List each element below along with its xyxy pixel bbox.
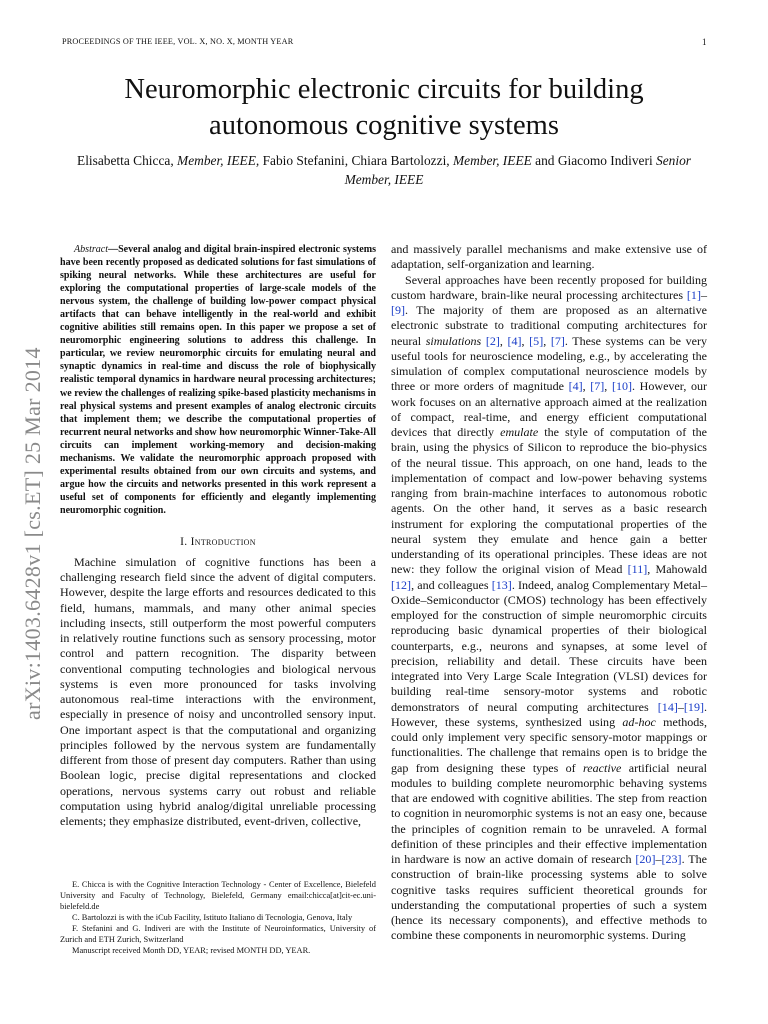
author-4: and Giacomo Indiveri <box>531 153 657 168</box>
text-run: , and colleagues <box>411 577 492 592</box>
citation-link[interactable]: [20] <box>635 852 656 866</box>
footnote-chicca: E. Chicca is with the Cognitive Interaction Technology - Center of Excellence, Bielefeld University and Faculty of Technology, Bielefeld, Germany email:chicca[at]cit-ec.uni-bielefeld.de <box>60 880 376 911</box>
title-line-1: Neuromorphic electronic circuits for building <box>124 74 644 105</box>
citation-link[interactable]: [9] <box>391 303 406 317</box>
text-run: , <box>499 333 508 348</box>
emphasis-text: ad-hoc <box>622 714 656 729</box>
text-run: , <box>521 333 530 348</box>
citation-link[interactable]: [14] <box>657 699 678 714</box>
emphasis-text: simulations <box>425 333 482 348</box>
text-run: . However, these systems, synthesized using <box>391 699 707 729</box>
intro-paragraph-1: Machine simulation of cognitive functions has been a challenging research field since the advent of digital computers. However, despite the large efforts and resources dedicated to this field, humans, mammals, and many other animal species including insects, still outperform the most powerful computers in relatively routine functions such as sensory processing, motor control and pattern recognition. The disparity between conventional computing technologies and biological nervous systems is even more pronounced for tasks involving autonomous real-time interactions with the environment, especially in presence of noisy and uncontrolled sensory input. One important aspect is that the computational and organizing principles followed by the nervous system are fundamentally different from those of present day computers. Rather than using Boolean logic, precise digital representations and clocked operations, nervous systems carry out robust and reliable computation using hybrid analog/digital unreliable processing elements; they emphasize distributed, event-driven, collective, <box>60 554 376 829</box>
text-run: . However, our work focuses on an alternative approach aimed at the realization of compact, real-time, and energy efficient computational devices that directly <box>391 379 708 439</box>
citation-link[interactable]: [11] <box>627 562 648 577</box>
citation-link[interactable]: [7] <box>550 333 565 348</box>
text-run: the style of computation of the brain, using the physics of Silicon to reproduce the bio-physics of the neural tissue. This approach, on one hand, leads to the implementation of compact and low-power behaving systems ranging from brain-machine interfaces to autonomous robotic agents. On the other hand, it serves as a basic research instrument for exploring the computational properties of the neural system they emulate and hence gain a better understanding of its operational principles. These ideas are not new: they follow the original vision of Mead <box>391 425 707 577</box>
title-line-2: autonomous cognitive systems <box>209 110 559 141</box>
text-run: , <box>604 379 612 394</box>
text-run: , <box>582 379 591 394</box>
footnote-bartolozzi: C. Bartolozzi is with the iCub Facility, Istituto Italiano di Tecnologia, Genova, Italy <box>72 913 353 922</box>
text-run: Several approaches have been recently proposed for building custom hardware, brain-like neural processing architectures <box>391 272 707 302</box>
arxiv-stamp-text: arXiv:1403.6428v1 [cs.ET] 25 Mar 2014 <box>20 347 45 720</box>
citation-link[interactable]: [4] <box>507 333 522 348</box>
emphasis-text: reactive <box>583 760 622 775</box>
citation-link[interactable]: [7] <box>590 379 605 394</box>
author-4-role: Senior Member, IEEE <box>344 153 691 187</box>
text-run: , Mahowald <box>647 562 708 577</box>
citation-link[interactable]: [19] <box>683 699 704 714</box>
text-run: . The construction of brain-like processing systems able to solve cognitive tasks requires sufficient theoretical grounds for understanding the computational properties of such a system (hence its necessary components), and effective methods to combine these components in neuromorphic systems. During <box>391 852 707 943</box>
emphasis-text: emulate <box>500 425 539 439</box>
citation-link[interactable]: [10] <box>611 379 633 394</box>
intro-paragraph-1-continued: and massively parallel mechanisms and make extensive use of adaptation, self-organization and learning. <box>391 242 707 272</box>
arxiv-stamp <box>16 280 56 720</box>
citation-link[interactable]: [12] <box>391 577 412 592</box>
citation-link[interactable]: [4] <box>568 379 583 394</box>
left-column <box>60 243 376 829</box>
text-run: – <box>700 287 707 302</box>
paper-title <box>60 72 708 144</box>
author-1-role: Member, IEEE, <box>177 153 260 168</box>
text-run: . The majority of them are proposed as an alternative electronic substrate to traditional computing architectures for neural <box>391 303 707 348</box>
footnotes <box>60 879 376 956</box>
section-heading-introduction: I. Introduction <box>180 535 256 548</box>
author-3-role: Member, IEEE <box>452 153 532 168</box>
author-list <box>60 151 708 189</box>
citation-link[interactable]: [13] <box>491 577 512 592</box>
intro-paragraph-2 <box>391 273 707 944</box>
right-column <box>391 242 707 944</box>
running-header: PROCEEDINGS OF THE IEEE, VOL. X, NO. X, MONTH YEAR <box>62 37 294 46</box>
page-number: 1 <box>702 37 707 47</box>
abstract-text: —Several analog and digital brain-inspired electronic systems have been recently proposed as dedicated solutions for fast simulations of spiking neural networks. While these architectures are useful for exploring the computational properties of large-scale models of the nervous system, the challenge of building low-power compact physical artifacts that can behave intelligently in the real-world and exhibit cognitive abilities still remains open. In this paper we propose a set of neuromorphic engineering solutions to address this challenge. In particular, we review neuromorphic circuits for emulating neural and synaptic dynamics in real-time and discuss the role of biophysically realistic temporal dynamics in hardware neural processing architectures; we review the challenges of realizing spike-based plasticity mechanisms in real physical systems and present examples of analog electronic circuits that implement them; we describe the computational properties of recurrent neural networks and show how neuromorphic Winner-Take-All circuits can implement working-memory and decision-making mechanisms. We validate the neuromorphic approach proposed with experimental results obtained from our own circuits and systems, and argue how the circuits and networks presented in this work represent a useful set of components for efficiently and elegantly implementing neuromorphic cognition. <box>60 244 376 516</box>
text-run: methods, could only implement very specific sensory-motor mappings or functionalities. The challenge that remains open is to bridge the gap from designing these types of <box>391 714 707 775</box>
abstract-label: Abstract <box>74 244 109 255</box>
author-1: Elisabetta Chicca, <box>77 153 178 168</box>
text-run: – <box>677 699 684 714</box>
footnote-stefanini-indiveri: F. Stefanini and G. Indiveri are with the Institute of Neuroinformatics, University of Zurich and ETH Zurich, Switzerland <box>60 924 376 944</box>
text-run: – <box>655 852 662 866</box>
author-2-3: Fabio Stefanini, Chiara Bartolozzi, <box>259 153 453 168</box>
text-run: . These systems can be very useful tools for neuroscience modeling, e.g., by accelerating the simulation of complex computational neuroscience models by three or more orders of magnitude <box>391 333 707 394</box>
footnote-manuscript: Manuscript received Month DD, YEAR; revised MONTH DD, YEAR. <box>72 946 311 955</box>
citation-link[interactable]: [2] <box>485 333 500 348</box>
citation-link[interactable]: [23] <box>661 852 682 866</box>
abstract <box>60 243 376 517</box>
citation-link[interactable]: [5] <box>529 333 544 348</box>
text-run: . Indeed, analog Complementary Metal–Oxide–Semiconductor (CMOS) technology has been effectively employed for the construction of simple neuromorphic circuits reproducing basic dynamical properties of their biological counterparts, e.g., neurons and synapses, at some level of precision, reliability and detail. These circuits have been integrated into Very Large Scale Integration (VLSI) devices for building real-time sensory-motor systems and robotic demonstrators of neural computing architectures <box>391 577 708 714</box>
citation-link[interactable]: [1] <box>686 287 701 302</box>
text-run: artificial neural modules to building complete neuromorphic behaving systems that are endowed with cognitive abilities. The step from reaction to cognition in neuromorphic systems is not an easy one, because the principles of cognition remain to be unraveled. A formal definition of these principles and their effective implementation in hardware is now an active domain of research <box>391 760 707 866</box>
text-run: , <box>543 333 551 348</box>
